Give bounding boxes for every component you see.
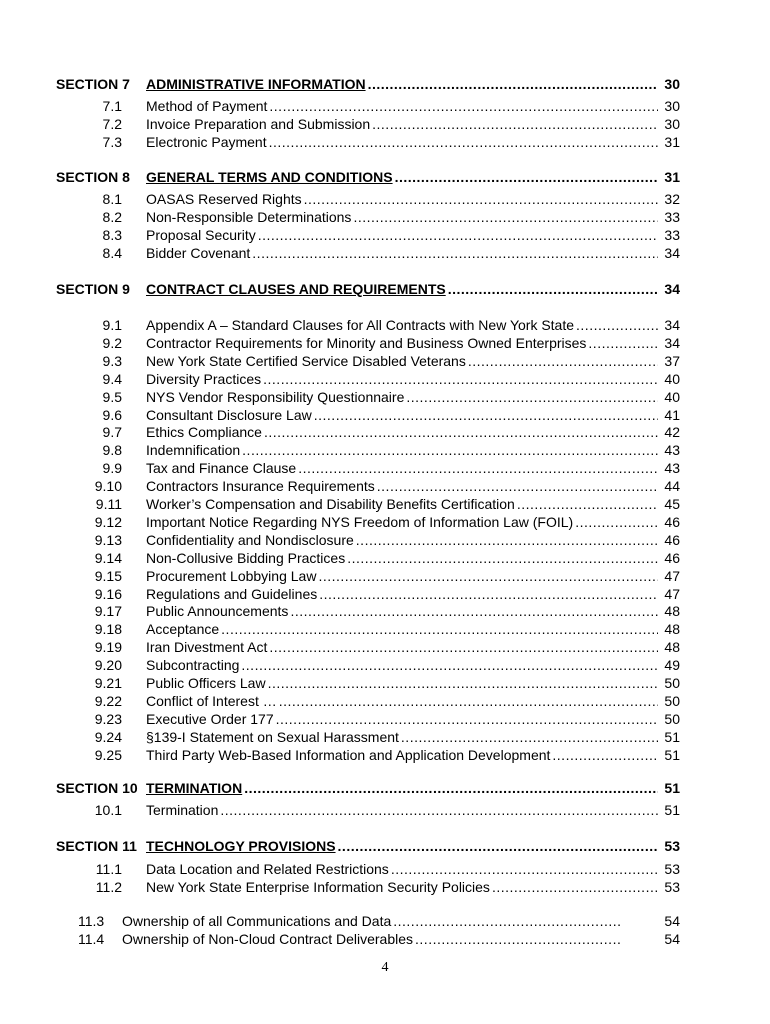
toc-number: SECTION 11: [56, 838, 137, 854]
toc-number: 8.4: [102, 244, 122, 261]
dot-leader: [318, 568, 658, 585]
dot-leader: [393, 913, 620, 930]
toc-page-number: 54: [664, 931, 680, 947]
dot-leader: [347, 550, 658, 567]
toc-number: 9.17: [94, 603, 122, 620]
toc-number: 9.3: [102, 352, 122, 369]
toc-page-number: 54: [664, 913, 680, 929]
dot-leader: [298, 460, 658, 477]
toc-entry-row: [80, 657, 680, 674]
toc-entry-row: [80, 98, 680, 115]
toc-entry-row: [80, 514, 680, 531]
dot-leader: [391, 861, 658, 878]
dot-leader: [575, 514, 658, 531]
toc-title: Proposal Security: [146, 226, 256, 243]
toc-title: Worker’s Compensation and Disability Benefits Certification: [146, 496, 515, 512]
toc-title: Public Announcements: [146, 603, 289, 620]
toc-page-number: 50: [664, 675, 680, 691]
toc-page-number: 34: [664, 244, 680, 261]
toc-page-number: 47: [664, 585, 680, 602]
toc-page-number: 48: [664, 621, 680, 638]
toc-page-number: 50: [664, 692, 680, 709]
dot-leader: [395, 169, 658, 186]
toc-page-number: 53: [664, 878, 680, 895]
dot-leader: [338, 838, 658, 855]
toc-entry-row: [80, 603, 680, 620]
toc-entry-row: [80, 675, 680, 692]
dot-leader: [241, 657, 658, 674]
dot-leader: [576, 317, 658, 334]
toc-entry-row: [80, 209, 680, 226]
toc-title: Indemnification: [146, 442, 241, 459]
toc-entry-row: [80, 802, 680, 819]
toc-section-row: [56, 281, 680, 298]
toc-page-number: 48: [664, 603, 680, 620]
dot-leader: [279, 693, 658, 710]
toc-page-number: 31: [664, 169, 680, 185]
toc-entry-row: [80, 371, 680, 388]
toc-title: Termination: [146, 802, 219, 818]
toc-entry-row: [80, 442, 680, 459]
toc-number: 7.2: [102, 115, 122, 132]
toc-number: SECTION 8: [56, 169, 130, 185]
toc-entry-row: [80, 353, 680, 370]
dot-leader: [517, 496, 658, 513]
toc-entry-row: [80, 729, 680, 746]
toc-number: SECTION 9: [56, 281, 130, 297]
toc-page-number: 33: [664, 208, 680, 225]
toc-page-number: 44: [664, 478, 680, 495]
toc-title: Regulations and Guidelines: [146, 585, 318, 602]
toc-entry-row: [80, 116, 680, 133]
toc-page-number: 45: [664, 496, 680, 512]
toc-number: 9.14: [94, 549, 122, 566]
toc-entry-row: [80, 711, 680, 728]
dot-leader: [304, 191, 658, 208]
toc-number: 9.8: [102, 442, 122, 459]
toc-title: Procurement Lobbying Law: [146, 567, 317, 584]
toc-number: 9.16: [94, 585, 122, 602]
toc-title: Important Notice Regarding NYS Freedom of Information Law (FOIL): [146, 513, 574, 530]
toc-entry-row: [80, 389, 680, 406]
toc-title: Executive Order 177: [146, 710, 274, 727]
toc-number: 7.3: [102, 133, 122, 150]
toc-number: 11.3: [78, 913, 105, 929]
toc-title: CONTRACT CLAUSES AND REQUIREMENTS: [146, 281, 446, 297]
dot-leader: [372, 116, 658, 133]
toc-title: Third Party Web-Based Information and Application Development: [146, 746, 551, 763]
toc-title: Tax and Finance Clause: [146, 460, 297, 477]
toc-section-row: [56, 838, 680, 855]
dot-leader: [269, 98, 658, 115]
dot-leader: [252, 245, 658, 262]
dot-leader: [588, 335, 658, 352]
dot-leader: [492, 879, 658, 896]
dot-leader: [244, 780, 658, 797]
toc-number: 9.13: [94, 531, 122, 548]
toc-entry-row: [80, 407, 680, 424]
dot-leader: [377, 478, 658, 495]
toc-entry-row: [80, 879, 680, 896]
toc-title: New York State Enterprise Information Security Policies: [146, 878, 490, 895]
toc-title: Iran Divestment Act: [146, 639, 268, 656]
toc-page-number: 40: [664, 370, 680, 387]
dot-leader: [290, 603, 658, 620]
toc-number: 9.21: [94, 675, 122, 691]
toc-number: 9.11: [95, 496, 122, 512]
toc-title: Contractor Requirements for Minority and Business Owned Enterprises: [146, 334, 587, 351]
toc-title: NYS Vendor Responsibility Questionnaire: [146, 388, 405, 405]
toc-page-number: 51: [664, 780, 680, 796]
toc-entry-row: [78, 931, 680, 948]
toc-entry-row: [80, 134, 680, 151]
toc-section-row: [56, 76, 680, 93]
toc-number: 9.2: [102, 334, 122, 351]
toc-number: 9.20: [94, 657, 122, 674]
toc-section-row: [56, 169, 680, 186]
toc-entry-row: [80, 693, 680, 710]
toc-number: 9.18: [94, 621, 122, 638]
toc-number: 11.2: [95, 878, 122, 895]
toc-page-number: 30: [664, 76, 680, 92]
toc-number: 11.1: [95, 861, 122, 877]
toc-page-number: 43: [664, 460, 680, 477]
toc-page-number: 34: [664, 281, 680, 297]
dot-leader: [263, 371, 658, 388]
toc-number: 10.1: [94, 802, 122, 818]
toc-title: Ownership of Non-Cloud Contract Deliverables: [122, 931, 414, 947]
dot-leader: [220, 802, 658, 819]
toc-page-number: 46: [664, 531, 680, 548]
toc-page-number: 46: [664, 513, 680, 530]
toc-title: Data Location and Related Restrictions: [146, 861, 389, 877]
dot-leader: [276, 711, 658, 728]
toc-page-number: 30: [664, 115, 680, 132]
toc-number: SECTION 10: [56, 780, 138, 796]
toc-entry-row: [80, 621, 680, 638]
toc-entry-row: [80, 568, 680, 585]
toc-number: 9.5: [102, 388, 122, 405]
toc-title: Non-Responsible Determinations: [146, 208, 352, 225]
toc-page-number: 40: [664, 388, 680, 405]
toc-entry-row: [80, 460, 680, 477]
toc-title: Consultant Disclosure Law: [146, 406, 312, 423]
toc-page-number: 37: [664, 352, 680, 369]
toc-page-number: 41: [664, 406, 680, 423]
toc-entry-row: [80, 424, 680, 441]
toc-number: 9.24: [94, 728, 122, 745]
toc-entry-row: [78, 913, 680, 930]
toc-number: 8.2: [102, 208, 122, 225]
toc-number: 9.19: [94, 639, 122, 656]
dot-leader: [264, 424, 658, 441]
toc-title: ADMINISTRATIVE INFORMATION: [146, 76, 366, 92]
dot-leader: [269, 639, 658, 656]
toc-number: 9.6: [102, 406, 122, 423]
toc-number: SECTION 7: [56, 76, 130, 92]
toc-title: Diversity Practices: [146, 370, 262, 387]
toc-title: Confidentiality and Nondisclosure: [146, 531, 354, 548]
toc-page-number: 32: [664, 191, 680, 207]
dot-leader: [242, 442, 658, 459]
toc-page-number: 46: [664, 549, 680, 566]
toc-title: Subcontracting: [146, 657, 240, 674]
dot-leader: [468, 353, 658, 370]
toc-title: Conflict of Interest …: [146, 692, 277, 709]
toc-entry-row: [80, 317, 680, 334]
toc-number: 7.1: [102, 98, 122, 114]
dot-leader: [319, 586, 658, 603]
dot-leader: [406, 389, 658, 406]
toc-number: 8.3: [102, 226, 122, 243]
toc-page-number: 53: [664, 861, 680, 877]
toc-number: 8.1: [102, 191, 122, 207]
toc-number: 9.23: [94, 710, 122, 727]
toc-page-number: 53: [664, 838, 680, 854]
toc-entry-row: [80, 586, 680, 603]
dot-leader: [258, 227, 658, 244]
toc-title: GENERAL TERMS AND CONDITIONS: [146, 169, 393, 185]
toc-page-number: 42: [664, 424, 680, 441]
toc-number: 9.25: [94, 746, 122, 763]
dot-leader: [401, 729, 658, 746]
toc-page-number: 51: [664, 728, 680, 745]
dot-leader: [268, 675, 658, 692]
toc-entry-row: [80, 861, 680, 878]
toc-number: 9.4: [102, 370, 122, 387]
toc-entry-row: [80, 335, 680, 352]
toc-section-row: [56, 780, 680, 797]
toc-entry-row: [80, 478, 680, 495]
toc-page-number: 34: [664, 334, 680, 351]
toc-title: TECHNOLOGY PROVISIONS: [146, 838, 336, 854]
toc-entry-row: [80, 227, 680, 244]
toc-page-number: 30: [664, 98, 680, 114]
toc-entry-row: [80, 245, 680, 262]
toc-title: Public Officers Law: [146, 675, 266, 691]
toc-page-number: 31: [664, 133, 680, 150]
toc-number: 9.9: [102, 460, 122, 477]
toc-number: 9.22: [94, 692, 122, 709]
toc-number: 9.15: [94, 567, 122, 584]
toc-page-number: 33: [664, 226, 680, 243]
dot-leader: [415, 931, 620, 948]
toc-title: §139-I Statement on Sexual Harassment: [146, 728, 399, 745]
dot-leader: [353, 209, 658, 226]
toc-page-number: 49: [664, 657, 680, 674]
toc-page-number: 43: [664, 442, 680, 459]
toc-number: 9.7: [102, 424, 122, 441]
toc-entry-row: [80, 550, 680, 567]
toc-title: Ethics Compliance: [146, 424, 262, 441]
toc-number: 11.4: [78, 931, 105, 947]
toc-title: Appendix A – Standard Clauses for All Contracts with New York State: [146, 317, 575, 333]
toc-title: Non-Collusive Bidding Practices: [146, 549, 346, 566]
toc-title: Ownership of all Communications and Data: [122, 913, 392, 929]
dot-leader: [356, 532, 658, 549]
page-number: 4: [381, 960, 389, 975]
dot-leader: [552, 747, 658, 764]
toc-entry-row: [80, 639, 680, 656]
dot-leader: [314, 407, 658, 424]
toc-page-number: 51: [664, 802, 680, 818]
toc-title: Method of Payment: [146, 98, 268, 114]
toc-page-number: 50: [664, 710, 680, 727]
toc-title: Electronic Payment: [146, 133, 267, 150]
dot-leader: [269, 134, 658, 151]
toc-page-number: 51: [664, 746, 680, 763]
toc-title: OASAS Reserved Rights: [146, 191, 302, 207]
dot-leader: [448, 281, 658, 298]
toc-entry-row: [80, 191, 680, 208]
toc-page-number: 34: [664, 317, 680, 333]
dot-leader: [368, 76, 658, 93]
toc-entry-row: [80, 747, 680, 764]
toc-title: Contractors Insurance Requirements: [146, 478, 375, 495]
toc-entry-row: [80, 496, 680, 513]
dot-leader: [221, 621, 658, 638]
toc-number: 9.1: [102, 317, 122, 333]
toc-number: 9.10: [94, 478, 122, 495]
toc-title: New York State Certified Service Disabled Veterans: [146, 352, 466, 369]
toc-title: Acceptance: [146, 621, 220, 638]
toc-title: TERMINATION: [146, 780, 243, 796]
toc-page-number: 47: [664, 567, 680, 584]
toc-title: Invoice Preparation and Submission: [146, 115, 371, 132]
toc-page-number: 48: [664, 639, 680, 656]
toc-title: Bidder Covenant: [146, 244, 251, 261]
toc-entry-row: [80, 532, 680, 549]
toc-number: 9.12: [94, 513, 122, 530]
